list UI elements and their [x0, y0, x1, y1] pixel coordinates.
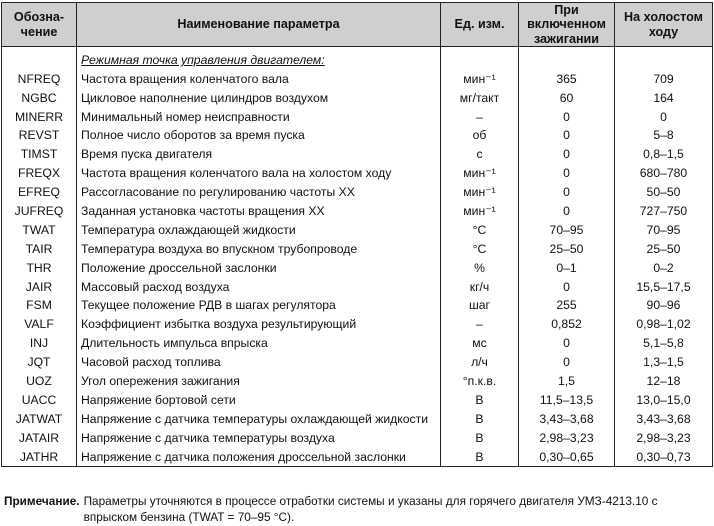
param-unit: кг/ч	[441, 277, 519, 296]
param-code: FREQX	[2, 164, 77, 183]
param-code: VALF	[2, 315, 77, 334]
value-ignition-on: 60	[519, 88, 615, 107]
value-ignition-on: 11,5–13,5	[519, 391, 615, 410]
footnote	[4, 494, 710, 525]
table-row	[2, 296, 713, 315]
table-row	[2, 202, 713, 221]
value-ignition-on: 0	[519, 277, 615, 296]
value-idle: 0,98–1,02	[615, 315, 713, 334]
param-code: JATAIR	[2, 428, 77, 447]
value-idle: 90–96	[615, 296, 713, 315]
value-ignition-on: 0	[519, 145, 615, 164]
value-idle: 15,5–17,5	[615, 277, 713, 296]
value-idle: 12–18	[615, 372, 713, 391]
param-code: JUFREQ	[2, 202, 77, 221]
value-ignition-on: 0,30–0,65	[519, 447, 615, 466]
value-idle: 164	[615, 88, 713, 107]
parameters-table	[1, 2, 713, 467]
param-name: Частота вращения коленчатого вала	[77, 69, 441, 88]
table-row	[2, 409, 713, 428]
table-row	[2, 428, 713, 447]
value-ignition-on: 2,98–3,23	[519, 428, 615, 447]
param-name: Длительность импульса впрыска	[77, 334, 441, 353]
param-code: REVST	[2, 126, 77, 145]
param-unit: л/ч	[441, 353, 519, 372]
param-unit: –	[441, 107, 519, 126]
value-idle: 70–95	[615, 221, 713, 240]
header-ignition-on: При включенном зажигании	[519, 3, 615, 47]
value-ignition-on: 0–1	[519, 258, 615, 277]
header-name: Наименование параметра	[77, 3, 441, 47]
param-unit: %	[441, 258, 519, 277]
header-idle: На холостом ходу	[615, 3, 713, 47]
header-code-text: Обозна- чение	[13, 10, 65, 39]
param-name: Текущее положение РДВ в шагах регулятора	[77, 296, 441, 315]
param-name: Напряжение бортовой сети	[77, 391, 441, 410]
value-ignition-on: 0	[519, 202, 615, 221]
table-row	[2, 145, 713, 164]
param-name: Рассогласование по регулированию частоты ХХ	[77, 183, 441, 202]
param-unit: мг/такт	[441, 88, 519, 107]
param-code: EFREQ	[2, 183, 77, 202]
value-idle: 2,98–3,23	[615, 428, 713, 447]
param-name: Напряжение с датчика температуры охлаждающей жидкости	[77, 409, 441, 428]
value-ignition-on: 0	[519, 107, 615, 126]
table-row	[2, 126, 713, 145]
table-row	[2, 221, 713, 240]
param-code: TIMST	[2, 145, 77, 164]
param-code: INJ	[2, 334, 77, 353]
param-name: Коэффициент избытка воздуха результирующий	[77, 315, 441, 334]
value-ignition-on: 365	[519, 69, 615, 88]
footnote-label: Примечание.	[4, 494, 80, 508]
value-idle: 0,30–0,73	[615, 447, 713, 466]
table-row	[2, 183, 713, 202]
param-unit: с	[441, 145, 519, 164]
param-name: Положение дроссельной заслонки	[77, 258, 441, 277]
param-code: UACC	[2, 391, 77, 410]
param-unit: В	[441, 391, 519, 410]
param-code: THR	[2, 258, 77, 277]
param-code: JAIR	[2, 277, 77, 296]
section-title: Режимная точка управления двигателем:	[81, 53, 325, 68]
param-name: Частота вращения коленчатого вала на холостом ходу	[77, 164, 441, 183]
table-row	[2, 315, 713, 334]
param-unit: °п.к.в.	[441, 372, 519, 391]
value-ignition-on: 0	[519, 183, 615, 202]
table-row	[2, 353, 713, 372]
value-ignition-on: 70–95	[519, 221, 615, 240]
param-code: NFREQ	[2, 69, 77, 88]
value-idle: 3,43–3,68	[615, 409, 713, 428]
param-name: Температура охлаждающей жидкости	[77, 221, 441, 240]
param-unit: мин⁻¹	[441, 202, 519, 221]
footnote-text: Параметры уточняются в процессе отработки системы и указаны для горячего двигателя УМЗ-4213.10 с впрыском бензина (TWAT = 70–95 °С).	[83, 494, 658, 524]
param-name: Часовой расход топлива	[77, 353, 441, 372]
param-unit: °С	[441, 239, 519, 258]
table-row	[2, 447, 713, 466]
param-name: Напряжение с датчика температуры воздуха	[77, 428, 441, 447]
value-idle: 5–8	[615, 126, 713, 145]
value-ignition-on: 25–50	[519, 239, 615, 258]
param-unit: шаг	[441, 296, 519, 315]
param-name: Цикловое наполнение цилиндров воздухом	[77, 88, 441, 107]
value-idle: 709	[615, 69, 713, 88]
value-idle: 680–780	[615, 164, 713, 183]
param-name: Температура воздуха во впускном трубопроводе	[77, 239, 441, 258]
param-name: Напряжение с датчика положения дроссельной заслонки	[77, 447, 441, 466]
value-idle: 5,1–5,8	[615, 334, 713, 353]
value-ignition-on: 255	[519, 296, 615, 315]
table-header-row	[2, 3, 713, 47]
header-unit: Ед. изм.	[441, 3, 519, 47]
param-code: TAIR	[2, 239, 77, 258]
table-row	[2, 107, 713, 126]
table-row	[2, 88, 713, 107]
value-ignition-on: 0,852	[519, 315, 615, 334]
table-row	[2, 164, 713, 183]
param-unit: °С	[441, 221, 519, 240]
value-ignition-on: 0	[519, 164, 615, 183]
table-row	[2, 258, 713, 277]
param-name: Минимальный номер неисправности	[77, 107, 441, 126]
param-code: JATWAT	[2, 409, 77, 428]
param-code: JATHR	[2, 447, 77, 466]
value-idle: 0,8–1,5	[615, 145, 713, 164]
param-name: Полное число оборотов за время пуска	[77, 126, 441, 145]
param-unit: мс	[441, 334, 519, 353]
param-name: Заданная установка частоты вращения ХХ	[77, 202, 441, 221]
value-ignition-on: 0	[519, 334, 615, 353]
value-idle: 0–2	[615, 258, 713, 277]
table-row	[2, 239, 713, 258]
value-ignition-on: 0	[519, 126, 615, 145]
value-ignition-on: 3,43–3,68	[519, 409, 615, 428]
value-idle: 0	[615, 107, 713, 126]
param-unit: мин⁻¹	[441, 183, 519, 202]
header-code	[2, 3, 77, 47]
param-code: NGBC	[2, 88, 77, 107]
param-unit: В	[441, 428, 519, 447]
param-unit: В	[441, 447, 519, 466]
table-row	[2, 69, 713, 88]
param-code: TWAT	[2, 221, 77, 240]
param-name: Угол опережения зажигания	[77, 372, 441, 391]
value-idle: 13,0–15,0	[615, 391, 713, 410]
section-row	[2, 47, 713, 70]
value-idle: 727–750	[615, 202, 713, 221]
value-idle: 25–50	[615, 239, 713, 258]
param-unit: мин⁻¹	[441, 69, 519, 88]
table-row	[2, 334, 713, 353]
value-ignition-on: 1,5	[519, 372, 615, 391]
param-code: UOZ	[2, 372, 77, 391]
param-name: Массовый расход воздуха	[77, 277, 441, 296]
param-code: FSM	[2, 296, 77, 315]
value-idle: 1,3–1,5	[615, 353, 713, 372]
param-code: MINERR	[2, 107, 77, 126]
param-name: Время пуска двигателя	[77, 145, 441, 164]
param-unit: об	[441, 126, 519, 145]
table-row	[2, 277, 713, 296]
param-unit: мин⁻¹	[441, 164, 519, 183]
param-code: JQT	[2, 353, 77, 372]
value-ignition-on: 0	[519, 353, 615, 372]
table-row	[2, 391, 713, 410]
param-unit: В	[441, 409, 519, 428]
value-idle: 50–50	[615, 183, 713, 202]
table-row	[2, 372, 713, 391]
param-unit: –	[441, 315, 519, 334]
